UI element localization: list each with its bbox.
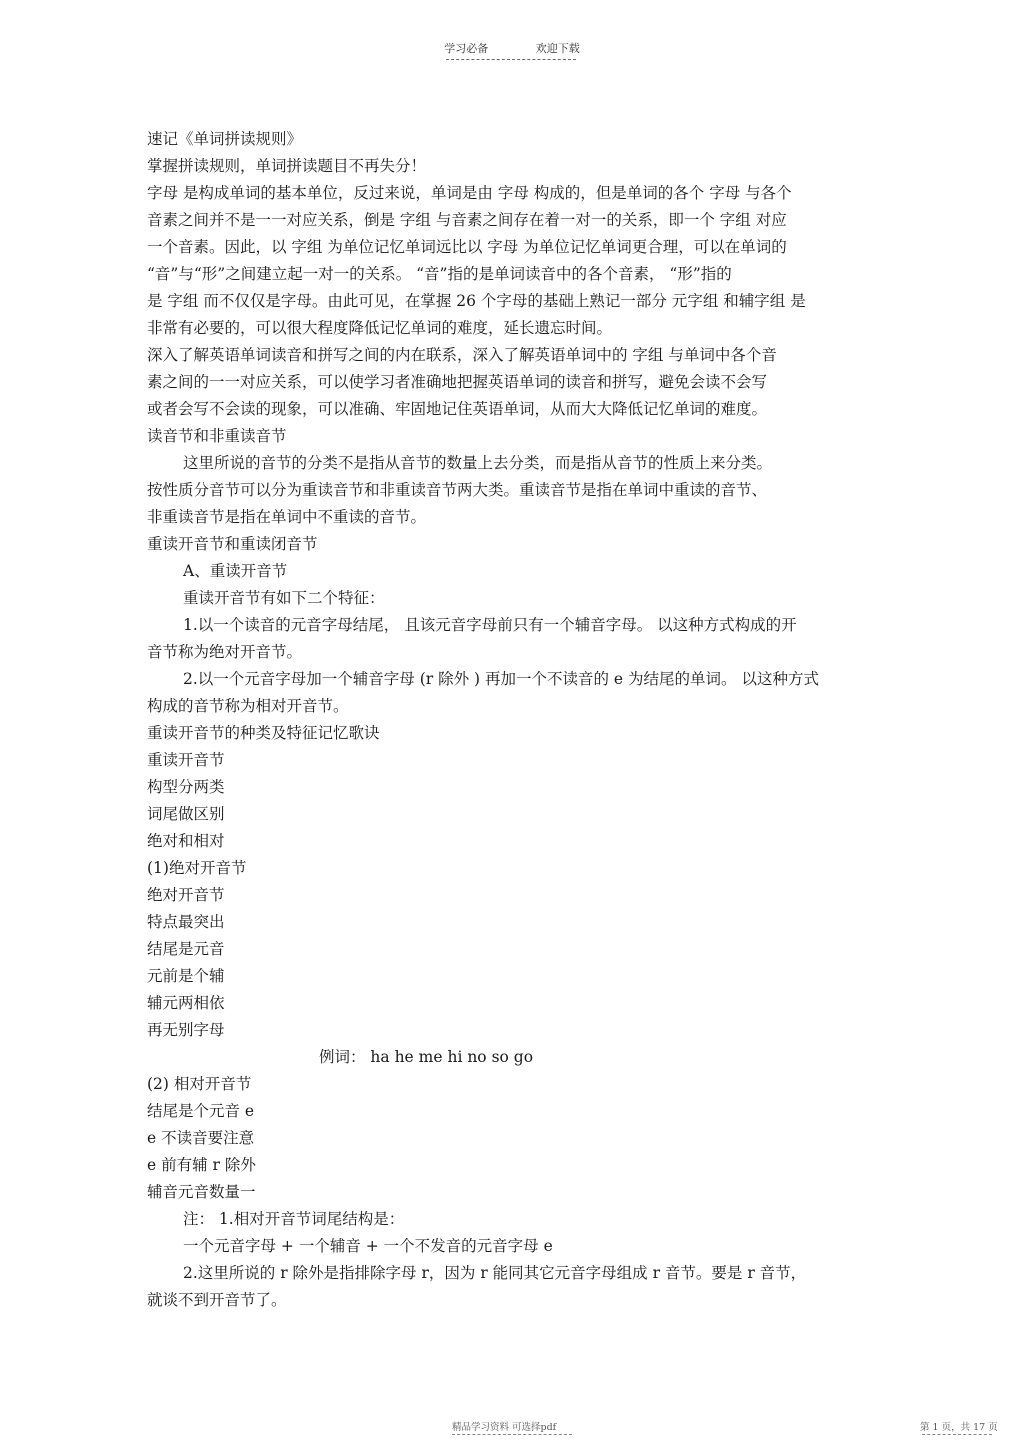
text-line: 构型分两类 [147,778,225,796]
text-line: 素之间的一一对应关系，可以使学习者准确地把握英语单词的读音和拼写，避免会读不会写 [147,373,768,391]
text-line: 音素之间并不是一一对应关系，倒是 字组 与音素之间存在着一对一的关系，即一个 字组 对应 [147,211,787,229]
text-line: e 前有辅 r 除外 [147,1156,256,1174]
text-line: 特点最突出 [147,913,225,931]
text-line: 重读开音节和重读闭音节 [147,535,318,553]
text-line: 是 字组 而不仅仅是字母。由此可见，在掌握 26 个字母的基础上熟记一部分 元字组 和辅字组 是 [147,292,806,310]
footer-divider-right [922,1434,992,1435]
text-line: 一个元音字母 + 一个辅音 + 一个不发音的元音字母 e [183,1237,553,1255]
text-line: 再无别字母 [147,1021,225,1039]
text-line: 深入了解英语单词读音和拼写之间的内在联系，深入了解英语单词中的 字组 与单词中各个音 [147,346,777,364]
text-line: 按性质分音节可以分为重读音节和非重读音节两大类。重读音节是指在单词中重读的音节、 [147,481,768,499]
header-divider [446,59,576,60]
page-number: 第 1 页，共 17 页 [920,1422,998,1433]
text-line: 2.以一个元音字母加一个辅音字母 (r 除外 ) 再加一个不读音的 e 为结尾的单词。 以这种方式 [183,670,819,688]
text-line: A、重读开音节 [183,562,288,580]
text-line: 结尾是元音 [147,940,225,958]
text-line: 1.以一个读音的元音字母结尾， 且该元音字母前只有一个辅音字母。 以这种方式构成的开 [183,616,797,634]
text-line: 例词： ha he me hi no so go [319,1048,534,1066]
text-line: 绝对开音节 [147,886,225,904]
text-line: 构成的音节称为相对开音节。 [147,697,349,715]
text-line: (1)绝对开音节 [147,859,247,877]
document-body [147,126,887,1314]
text-line: 读音节和非重读音节 [147,427,287,445]
text-line: 注： 1.相对开音节词尾结构是： [183,1210,405,1228]
text-line: 辅音元音数量一 [147,1183,256,1201]
footer-center-text: 精品学习资料 可选择pdf [452,1422,557,1433]
text-line: 字母 是构成单词的基本单位，反过来说，单词是由 字母 构成的，但是单词的各个 字母 与各个 [147,184,792,202]
text-line: (2) 相对开音节 [147,1075,252,1093]
text-line: “音”与“形”之间建立起一对一的关系。 “音”指的是单词读音中的各个音素， “形”指的 [147,265,732,283]
text-line: 速记《单词拼读规则》 [147,130,303,148]
text-line: 或者会写不会读的现象，可以准确、牢固地记住英语单词，从而大大降低记忆单词的难度。 [147,400,768,418]
text-line: 词尾做区别 [147,805,225,823]
text-line: 重读开音节有如下二个特征： [183,589,385,607]
text-line: 辅元两相依 [147,994,225,1012]
text-line: 重读开音节的种类及特征记忆歌诀 [147,724,380,742]
text-line: 掌握拼读规则，单词拼读题目不再失分！ [147,157,427,175]
header-left-text: 学习必备 [444,42,489,55]
text-line: 音节称为绝对开音节。 [147,643,303,661]
text-line: 这里所说的音节的分类不是指从音节的数量上去分类，而是指从音节的性质上来分类。 [183,454,773,472]
page-header [0,40,1024,56]
footer-divider [452,1434,572,1435]
text-line: 绝对和相对 [147,832,225,850]
text-line: 2.这里所说的 r 除外是指排除字母 r，因为 r 能同其它元音字母组成 r 音节。要是 r 音节， [183,1264,807,1282]
header-right-text: 欢迎下载 [535,42,580,55]
text-line: 就谈不到开音节了。 [147,1291,287,1309]
text-line: e 不读音要注意 [147,1129,255,1147]
text-line: 非重读音节是指在单词中不重读的音节。 [147,508,427,526]
text-line: 结尾是个元音 e [147,1102,255,1120]
text-line: 元前是个辅 [147,967,225,985]
text-line: 非常有必要的，可以很大程度降低记忆单词的难度，延长遗忘时间。 [147,319,613,337]
text-line: 一个音素。因此，以 字组 为单位记忆单词远比以 字母 为单位记忆单词更合理，可以在单词的 [147,238,787,256]
text-line: 重读开音节 [147,751,225,769]
